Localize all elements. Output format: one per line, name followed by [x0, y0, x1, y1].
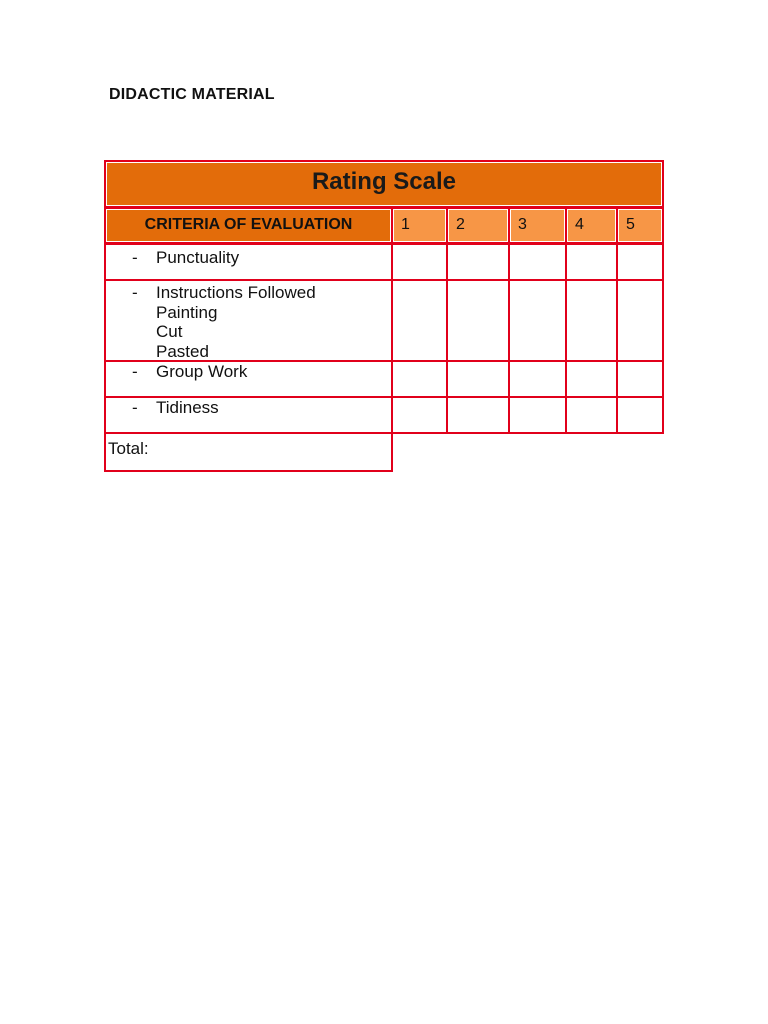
score-cell[interactable]: [616, 396, 664, 434]
score-header-4: 4: [565, 207, 618, 244]
criteria-sub-item: Painting: [156, 302, 218, 322]
score-header-5: 5: [616, 207, 664, 244]
score-cell[interactable]: [508, 396, 567, 434]
score-cell[interactable]: [446, 396, 510, 434]
row-dash: -: [132, 248, 138, 267]
row-dash: -: [132, 283, 138, 302]
total-label: Total:: [108, 439, 149, 458]
table-title: Rating Scale: [311, 168, 457, 195]
criteria-row-tidiness: [104, 396, 393, 434]
criteria-row-punctuality: [104, 243, 393, 281]
score-cell[interactable]: [616, 243, 664, 281]
table-title-cell: [104, 160, 664, 208]
score-cell[interactable]: [565, 360, 618, 398]
criteria-row-group-work: [104, 360, 393, 398]
score-cell[interactable]: [446, 360, 510, 398]
criteria-sub-item: Pasted: [156, 341, 209, 361]
row-dash: -: [132, 362, 138, 381]
rating-scale-table: [104, 160, 664, 472]
document-heading: DIDACTIC MATERIAL: [109, 86, 275, 103]
criteria-header: CRITERIA OF EVALUATION: [104, 207, 393, 244]
score-cell[interactable]: [391, 360, 448, 398]
score-cell[interactable]: [565, 396, 618, 434]
score-cell[interactable]: [391, 243, 448, 281]
criteria-label: Instructions Followed: [156, 283, 316, 302]
score-cell[interactable]: [508, 360, 567, 398]
score-header-1: 1: [391, 207, 448, 244]
score-cell[interactable]: [565, 243, 618, 281]
criteria-label: Punctuality: [156, 248, 240, 267]
score-cell[interactable]: [446, 243, 510, 281]
row-dash: -: [132, 398, 138, 417]
criteria-sub-item: Cut: [156, 322, 183, 341]
total-cell: [104, 432, 393, 472]
score-cell[interactable]: [508, 279, 567, 362]
criteria-label: Tidiness: [156, 398, 219, 417]
score-cell[interactable]: [391, 279, 448, 362]
criteria-label: Group Work: [156, 362, 248, 381]
score-cell[interactable]: [616, 360, 664, 398]
score-cell[interactable]: [508, 243, 567, 281]
score-header-2: 2: [446, 207, 510, 244]
criteria-row-instructions: [104, 279, 393, 362]
score-cell[interactable]: [446, 279, 510, 362]
score-cell[interactable]: [391, 396, 448, 434]
score-header-3: 3: [508, 207, 567, 244]
score-cell[interactable]: [616, 279, 664, 362]
score-cell[interactable]: [565, 279, 618, 362]
